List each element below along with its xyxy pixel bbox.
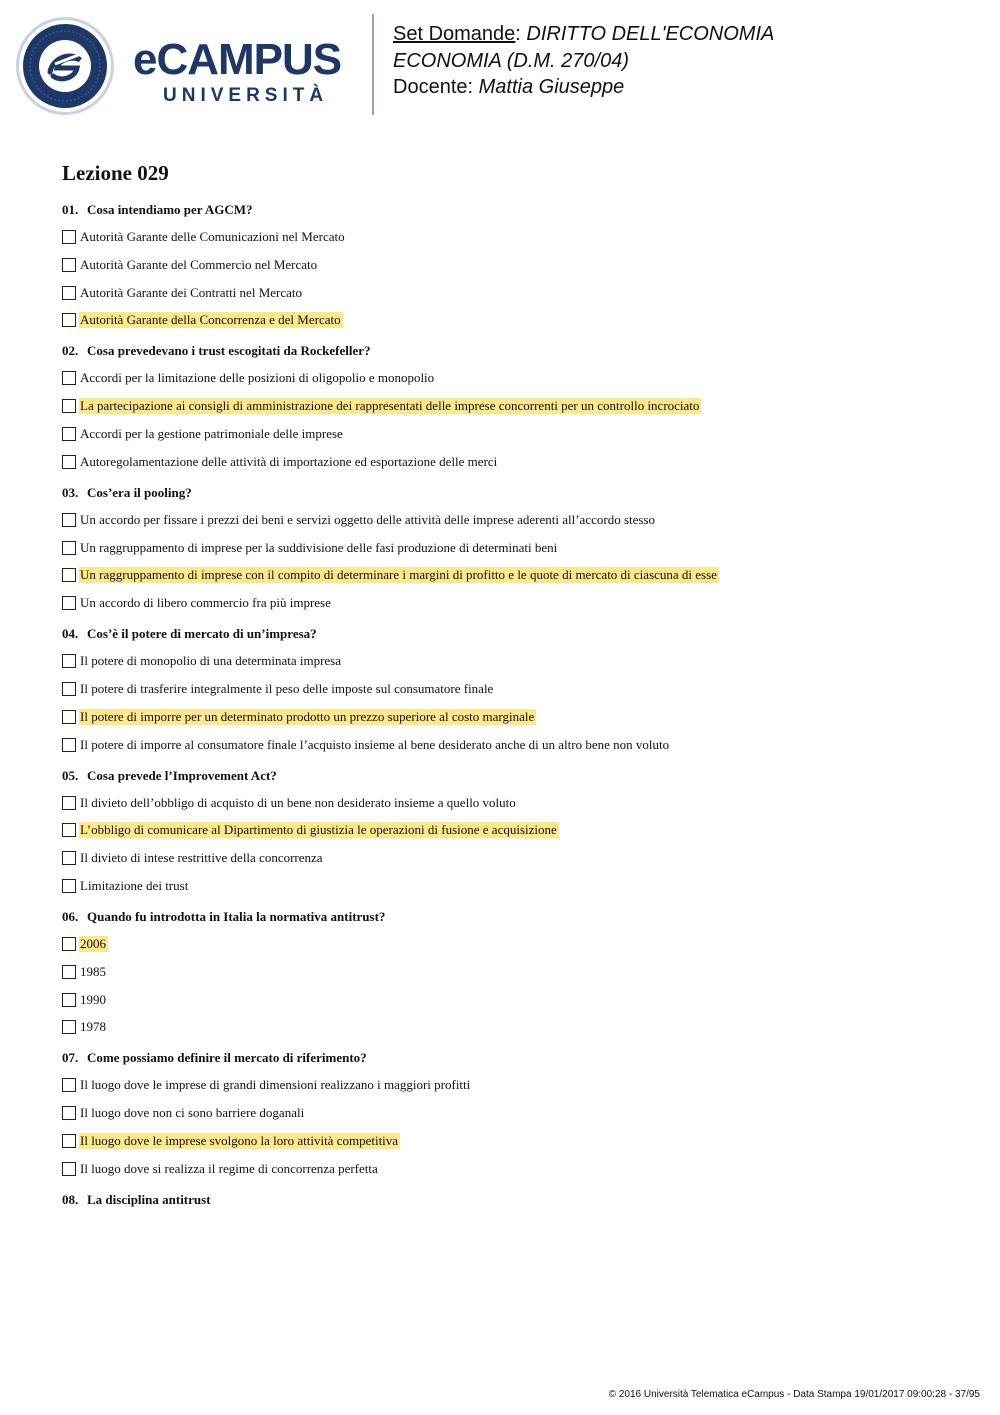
answer-text: Un accordo per fissare i prezzi dei beni e servizi oggetto delle attività delle imprese aderenti all’accordo stesso: [80, 511, 656, 527]
answer-text: Il luogo dove le imprese di grandi dimensioni realizzano i maggiori profitti: [80, 1077, 471, 1093]
logo-name: eCAMPUS: [133, 35, 342, 84]
checkbox-icon[interactable]: [62, 682, 76, 696]
question-number: 06.: [62, 908, 79, 924]
question-list: [62, 202, 962, 1208]
answer-text: 1978: [80, 1019, 106, 1035]
question-text: La disciplina antitrust: [87, 1191, 211, 1207]
checkbox-icon[interactable]: [62, 541, 76, 555]
course-subtitle: ECONOMIA (D.M. 270/04): [393, 49, 629, 72]
checkbox-icon[interactable]: [62, 455, 76, 469]
teacher-line: [393, 74, 774, 101]
checkbox-icon[interactable]: [62, 879, 76, 893]
answer-option[interactable]: [62, 228, 962, 246]
question: [62, 768, 962, 895]
answer-text: Un accordo di libero commercio fra più imprese: [80, 595, 331, 611]
checkbox-icon[interactable]: [62, 965, 76, 979]
teacher-label: Docente:: [393, 76, 474, 98]
answer-option[interactable]: [62, 1160, 962, 1178]
answer-option[interactable]: [62, 652, 962, 670]
answer-text: Il potere di imporre al consumatore finale l’acquisto insieme al bene desiderato anche di un altro bene non voluto: [80, 736, 670, 752]
course-title: DIRITTO DELL'ECONOMIA: [526, 23, 775, 45]
checkbox-icon[interactable]: [62, 993, 76, 1007]
answer-text: 1985: [80, 963, 106, 979]
answer-text: Autorità Garante del Commercio nel Mercato: [80, 256, 318, 272]
question-title: [62, 202, 962, 218]
question-number: 01.: [62, 202, 79, 217]
lesson-title: Lezione 029: [62, 161, 169, 185]
answer-option[interactable]: [62, 284, 962, 302]
checkbox-icon[interactable]: [62, 596, 76, 610]
answer-text: Limitazione dei trust: [80, 877, 189, 893]
answer-text-highlighted: Un raggruppamento di imprese con il compito di determinare i margini di profitto e le quote di mercato di ciascuna di esse: [80, 567, 717, 583]
question-text: Cosa prevedevano i trust escogitati da Rockefeller?: [87, 343, 371, 359]
question-title: [62, 485, 962, 501]
course-line-2: [393, 48, 774, 75]
ecampus-wordmark: [133, 35, 342, 107]
header-divider: [372, 14, 374, 115]
answer-option[interactable]: [62, 680, 962, 698]
answer-text: Il luogo dove si realizza il regime di concorrenza perfetta: [80, 1160, 378, 1176]
logo-subtitle: UNIVERSITÀ: [163, 85, 329, 106]
answer-option[interactable]: [62, 1018, 962, 1036]
answer-option[interactable]: [62, 256, 962, 274]
set-label: Set Domande: [393, 23, 516, 45]
ecampus-seal-logo-icon: [15, 16, 115, 116]
answer-option[interactable]: [62, 1132, 962, 1150]
checkbox-icon[interactable]: [62, 313, 76, 327]
answer-text: Accordi per la limitazione delle posizioni di oligopolio e monopolio: [80, 370, 435, 386]
page-header: [0, 0, 1000, 130]
answer-text-highlighted: Il luogo dove le imprese svolgono la loro attività competitiva: [80, 1132, 399, 1148]
question-title: [62, 626, 962, 642]
answer-option[interactable]: [62, 566, 962, 584]
answer-text-highlighted: L’obbligo di comunicare al Dipartimento di giustizia le operazioni di fusione e acquisizione: [80, 822, 557, 838]
answer-text-highlighted: Il potere di imporre per un determinato prodotto un prezzo superiore al costo marginale: [80, 708, 535, 724]
question-text: Cosa intendiamo per AGCM?: [87, 202, 253, 217]
answer-text-highlighted: La partecipazione ai consigli di amministrazione dei rappresentati delle imprese concorrenti per un controllo incrociato: [80, 398, 700, 414]
checkbox-icon[interactable]: [62, 371, 76, 385]
question-title: [62, 909, 962, 925]
checkbox-icon[interactable]: [62, 654, 76, 668]
question: [62, 343, 962, 470]
answer-text: Il divieto dell’obbligo di acquisto di un bene non desiderato insieme a quello voluto: [80, 794, 516, 810]
answer-option[interactable]: [62, 963, 962, 981]
answer-option[interactable]: [62, 1104, 962, 1122]
checkbox-icon[interactable]: [62, 1162, 76, 1176]
question-text: Come possiamo definire il mercato di riferimento?: [87, 1050, 367, 1066]
answer-text: Il potere di trasferire integralmente il peso delle imposte sul consumatore finale: [80, 680, 494, 696]
question-text: Cos’è il potere di mercato di un’impresa?: [87, 626, 317, 642]
question-title: [62, 1192, 962, 1208]
answer-option[interactable]: [62, 991, 962, 1009]
teacher-name: Mattia Giuseppe: [478, 76, 625, 98]
question-title: [62, 343, 962, 359]
question: [62, 485, 962, 612]
checkbox-icon[interactable]: [62, 399, 76, 413]
question-text: Cos’era il pooling?: [87, 484, 192, 500]
quiz-content: [62, 160, 962, 1222]
answer-option[interactable]: [62, 511, 962, 529]
answer-option[interactable]: [62, 539, 962, 557]
answer-option[interactable]: [62, 935, 962, 953]
answer-option[interactable]: [62, 794, 962, 812]
checkbox-icon[interactable]: [62, 258, 76, 272]
question-title: [62, 768, 962, 784]
question: [62, 909, 962, 1036]
answer-option[interactable]: [62, 849, 962, 867]
checkbox-icon[interactable]: [62, 1020, 76, 1034]
checkbox-icon[interactable]: [62, 427, 76, 441]
course-line-1: Set Domande: DIRITTO DELL'ECONOMIA: [393, 23, 775, 45]
checkbox-icon[interactable]: [62, 851, 76, 865]
checkbox-icon[interactable]: [62, 823, 76, 837]
answer-text: Il divieto di intese restrittive della concorrenza: [80, 850, 323, 866]
question-text: Cosa prevede l’Improvement Act?: [87, 767, 277, 783]
checkbox-icon[interactable]: [62, 230, 76, 244]
question: [62, 1192, 962, 1208]
answer-text-highlighted: 2006: [80, 935, 106, 951]
answer-option[interactable]: [62, 736, 962, 754]
answer-text: Autorità Garante delle Comunicazioni nel Mercato: [80, 229, 345, 244]
question-number: 04.: [62, 626, 79, 642]
answer-option[interactable]: [62, 708, 962, 726]
answer-option[interactable]: [62, 821, 962, 839]
question-number: 02.: [62, 343, 79, 359]
answer-option[interactable]: [62, 397, 962, 415]
answer-text: Il potere di monopolio di una determinata impresa: [80, 653, 342, 669]
checkbox-icon[interactable]: [62, 796, 76, 810]
question-text: Quando fu introdotta in Italia la normativa antitrust?: [87, 908, 386, 924]
question-number: 07.: [62, 1050, 79, 1066]
answer-option[interactable]: [62, 425, 962, 443]
question-number: 08.: [62, 1191, 79, 1207]
checkbox-icon[interactable]: [62, 1134, 76, 1148]
answer-option[interactable]: [62, 369, 962, 387]
answer-text: Un raggruppamento di imprese per la suddivisione delle fasi produzione di determinati beni: [80, 539, 558, 555]
question-number: 03.: [62, 484, 79, 500]
question-number: 05.: [62, 767, 79, 783]
answer-option[interactable]: [62, 1076, 962, 1094]
answer-text: Autoregolamentazione delle attività di importazione ed esportazione delle merci: [80, 453, 498, 469]
question: [62, 626, 962, 753]
checkbox-icon[interactable]: [62, 1078, 76, 1092]
checkbox-icon[interactable]: [62, 513, 76, 527]
answer-option[interactable]: [62, 594, 962, 612]
checkbox-icon[interactable]: [62, 937, 76, 951]
answer-text-highlighted: Autorità Garante della Concorrenza e del Mercato: [80, 312, 341, 328]
answer-text: Autorità Garante dei Contratti nel Mercato: [80, 284, 303, 300]
answer-text: 1990: [80, 991, 106, 1007]
checkbox-icon[interactable]: [62, 1106, 76, 1120]
course-info: [393, 21, 774, 101]
answer-text: Il luogo dove non ci sono barriere doganali: [80, 1105, 305, 1121]
page-footer: © 2016 Università Telematica eCampus - Data Stampa 19/01/2017 09:00:28 - 37/95: [608, 1389, 980, 1400]
answer-text: Accordi per la gestione patrimoniale delle imprese: [80, 425, 343, 441]
checkbox-icon[interactable]: [62, 738, 76, 752]
answer-option[interactable]: [62, 311, 962, 329]
question: [62, 1050, 962, 1177]
answer-option[interactable]: [62, 877, 962, 895]
checkbox-icon[interactable]: [62, 286, 76, 300]
answer-option[interactable]: [62, 453, 962, 471]
checkbox-icon[interactable]: [62, 568, 76, 582]
question: [62, 202, 962, 329]
question-title: [62, 1050, 962, 1066]
checkbox-icon[interactable]: [62, 710, 76, 724]
